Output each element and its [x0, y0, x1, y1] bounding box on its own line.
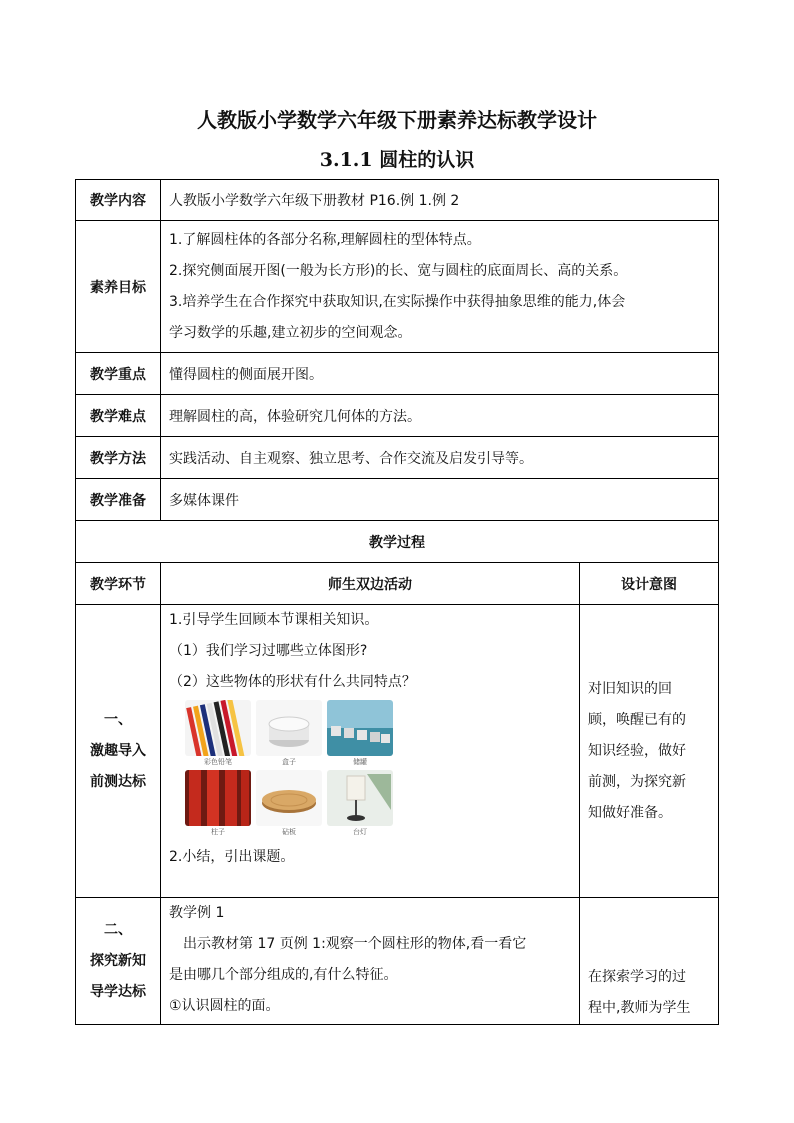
image-board: [256, 770, 322, 838]
pencils-icon: [185, 700, 251, 756]
difficult-value: 理解圆柱的高，体验研究几何体的方法。: [161, 395, 719, 437]
activity-line: 教学例 1: [169, 905, 225, 921]
summary-line: 2.小结，引出课题。: [169, 849, 295, 865]
stage-2-label: 二、 探究新知 导学达标: [76, 898, 161, 1025]
pillars-icon: [185, 770, 251, 826]
document-title: 人教版小学数学六年级下册素养达标教学设计: [197, 108, 597, 132]
image-caption: 台灯: [353, 828, 367, 836]
goal-line: 3.培养学生在合作探究中获取知识,在实际操作中获得抽象思维的能力,体会: [169, 293, 626, 310]
activity-line: 1.引导学生回顾本节课相关知识。: [169, 612, 379, 628]
goals-label: 素养目标: [76, 221, 161, 353]
image-box: [256, 700, 322, 768]
goal-line: 学习数学的乐趣,建立初步的空间观念。: [169, 324, 412, 341]
stage-1-label: 一、 激趣导入 前测达标: [76, 605, 161, 898]
box-icon: [256, 700, 322, 756]
activity-line: 是由哪几个部分组成的,有什么特征。: [169, 967, 398, 983]
activity-line: （2）这些物体的形状有什么共同特点？: [169, 674, 416, 690]
goal-line: 1.了解圆柱体的各部分名称,理解圆柱的型体特点。: [169, 231, 481, 248]
content-value: 人教版小学数学六年级下册教材 P16.例 1.例 2: [161, 180, 719, 221]
difficult-label: 教学难点: [76, 395, 161, 437]
object-image-grid: [185, 700, 571, 838]
image-caption: 储罐: [353, 758, 367, 766]
stage-2-intent: 在探索学习的过 程中,教师为学生: [580, 898, 719, 1025]
activity-line: 出示教材第 17 页例 1:观察一个圆柱形的物体,看一看它: [169, 936, 527, 952]
process-heading: 教学过程: [76, 521, 719, 563]
key-label: 教学重点: [76, 353, 161, 395]
tanks-icon: [327, 700, 393, 756]
col-stage-header: 教学环节: [76, 563, 161, 605]
image-pencils: [185, 700, 251, 768]
image-lamp: [327, 770, 393, 838]
stage-2-activity: [161, 898, 580, 1025]
method-value: 实践活动、自主观察、独立思考、合作交流及启发引导等。: [161, 437, 719, 479]
goals-list: [161, 221, 719, 353]
key-value: 懂得圆柱的侧面展开图。: [161, 353, 719, 395]
lamp-icon: [327, 770, 393, 826]
image-caption: 彩色铅笔: [204, 758, 232, 766]
lesson-subtitle: 3.1.1 圆柱的认识: [319, 149, 475, 171]
image-tanks: [327, 700, 393, 768]
goal-line: 2.探究侧面展开图(一般为长方形)的长、宽与圆柱的底面周长、高的关系。: [169, 262, 628, 279]
stage-1-activity: [161, 605, 580, 898]
image-caption: 砧板: [282, 828, 296, 836]
board-icon: [256, 770, 322, 826]
content-label: 教学内容: [76, 180, 161, 221]
method-label: 教学方法: [76, 437, 161, 479]
col-intent-header: 设计意图: [580, 563, 719, 605]
image-caption: 盒子: [282, 758, 296, 766]
image-caption: 柱子: [211, 828, 225, 836]
prep-value: 多媒体课件: [161, 479, 719, 521]
stage-1-intent: 对旧知识的回 顾，唤醒已有的 知识经验，做好 前测，为探究新 知做好准备。: [580, 605, 719, 898]
activity-line: （1）我们学习过哪些立体图形?: [169, 643, 368, 659]
image-pillars: [185, 770, 251, 838]
lesson-plan-table: [75, 179, 719, 1025]
prep-label: 教学准备: [76, 479, 161, 521]
col-activity-header: 师生双边活动: [161, 563, 580, 605]
activity-line: ①认识圆柱的面。: [169, 998, 280, 1014]
